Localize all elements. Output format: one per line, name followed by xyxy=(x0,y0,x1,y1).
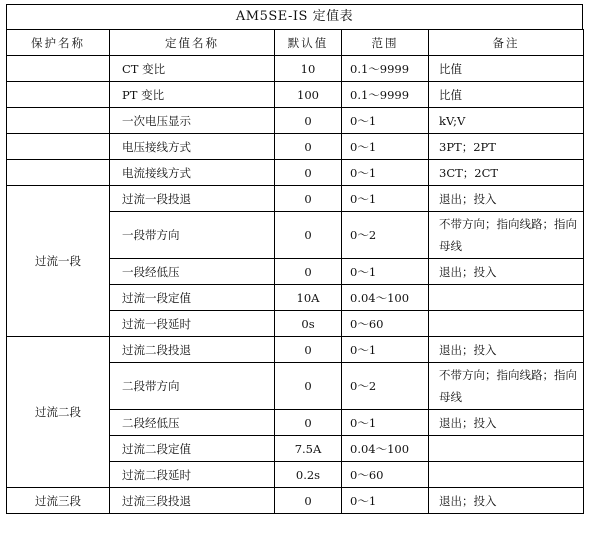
setting-name-cell: 过流二段定值 xyxy=(110,436,275,462)
range-cell: 0.04～100 xyxy=(342,436,429,462)
note-cell: 退出；投入 xyxy=(429,186,584,212)
setting-name-cell: 过流二段投退 xyxy=(110,337,275,363)
group-cell xyxy=(7,82,110,108)
table-row xyxy=(7,82,584,108)
range-cell: 0～1 xyxy=(342,160,429,186)
setting-name-cell: 过流一段定值 xyxy=(110,285,275,311)
table-row xyxy=(7,160,584,186)
settings-table xyxy=(6,29,584,514)
header-setting-name: 定值名称 xyxy=(110,30,275,56)
note-cell: 退出；投入 xyxy=(429,259,584,285)
range-cell: 0～60 xyxy=(342,462,429,488)
default-value-cell: 0s xyxy=(275,311,342,337)
note-cell: 3PT；2PT xyxy=(429,134,584,160)
group-cell-overcurrent-stage-2: 过流二段 xyxy=(7,337,110,488)
setting-name-cell: 一段经低压 xyxy=(110,259,275,285)
range-cell: 0.04～100 xyxy=(342,285,429,311)
header-notes: 备注 xyxy=(429,30,584,56)
setting-name-cell: 一段带方向 xyxy=(110,212,275,259)
default-value-cell: 0 xyxy=(275,108,342,134)
default-value-cell: 0 xyxy=(275,488,342,514)
range-cell: 0～1 xyxy=(342,134,429,160)
note-cell: 比值 xyxy=(429,82,584,108)
default-value-cell: 0 xyxy=(275,259,342,285)
default-value-cell: 0 xyxy=(275,363,342,410)
default-value-cell: 10 xyxy=(275,56,342,82)
header-row xyxy=(7,30,584,56)
table-row xyxy=(7,337,584,363)
setting-name-cell: PT 变比 xyxy=(110,82,275,108)
setting-name-cell: CT 变比 xyxy=(110,56,275,82)
range-cell: 0～1 xyxy=(342,410,429,436)
range-cell: 0～2 xyxy=(342,363,429,410)
header-protection-name: 保护名称 xyxy=(7,30,110,56)
group-cell xyxy=(7,56,110,82)
header-default-value: 默认值 xyxy=(275,30,342,56)
note-cell: 退出；投入 xyxy=(429,337,584,363)
default-value-cell: 10A xyxy=(275,285,342,311)
range-cell: 0～60 xyxy=(342,311,429,337)
note-cell xyxy=(429,311,584,337)
default-value-cell: 0.2s xyxy=(275,462,342,488)
range-cell: 0～1 xyxy=(342,108,429,134)
range-cell: 0～2 xyxy=(342,212,429,259)
setting-name-cell: 电流接线方式 xyxy=(110,160,275,186)
default-value-cell: 7.5A xyxy=(275,436,342,462)
table-title: AM5SE-IS 定值表 xyxy=(6,4,583,29)
default-value-cell: 0 xyxy=(275,337,342,363)
note-cell: 不带方向；指向线路；指向母线 xyxy=(429,212,584,259)
range-cell: 0～1 xyxy=(342,488,429,514)
table-row xyxy=(7,108,584,134)
note-cell: 退出；投入 xyxy=(429,410,584,436)
note-cell xyxy=(429,285,584,311)
setting-name-cell: 过流三段投退 xyxy=(110,488,275,514)
group-cell xyxy=(7,134,110,160)
group-cell-overcurrent-stage-1: 过流一段 xyxy=(7,186,110,337)
default-value-cell: 100 xyxy=(275,82,342,108)
table-row xyxy=(7,488,584,514)
table-row xyxy=(7,134,584,160)
setting-name-cell: 电压接线方式 xyxy=(110,134,275,160)
range-cell: 0.1～9999 xyxy=(342,82,429,108)
default-value-cell: 0 xyxy=(275,160,342,186)
setting-name-cell: 过流二段延时 xyxy=(110,462,275,488)
default-value-cell: 0 xyxy=(275,134,342,160)
default-value-cell: 0 xyxy=(275,186,342,212)
note-cell: 比值 xyxy=(429,56,584,82)
range-cell: 0～1 xyxy=(342,259,429,285)
note-cell: 3CT；2CT xyxy=(429,160,584,186)
note-cell xyxy=(429,436,584,462)
setting-name-cell: 二段经低压 xyxy=(110,410,275,436)
setting-name-cell: 过流一段投退 xyxy=(110,186,275,212)
default-value-cell: 0 xyxy=(275,410,342,436)
note-cell: kV;V xyxy=(429,108,584,134)
setting-name-cell: 一次电压显示 xyxy=(110,108,275,134)
range-cell: 0.1～9999 xyxy=(342,56,429,82)
note-cell: 不带方向；指向线路；指向母线 xyxy=(429,363,584,410)
group-cell xyxy=(7,160,110,186)
settings-table-sheet xyxy=(6,4,583,514)
range-cell: 0～1 xyxy=(342,337,429,363)
default-value-cell: 0 xyxy=(275,212,342,259)
note-cell xyxy=(429,462,584,488)
group-cell-overcurrent-stage-3: 过流三段 xyxy=(7,488,110,514)
header-range: 范围 xyxy=(342,30,429,56)
note-cell: 退出；投入 xyxy=(429,488,584,514)
range-cell: 0～1 xyxy=(342,186,429,212)
table-row xyxy=(7,56,584,82)
table-row xyxy=(7,186,584,212)
setting-name-cell: 二段带方向 xyxy=(110,363,275,410)
setting-name-cell: 过流一段延时 xyxy=(110,311,275,337)
group-cell xyxy=(7,108,110,134)
